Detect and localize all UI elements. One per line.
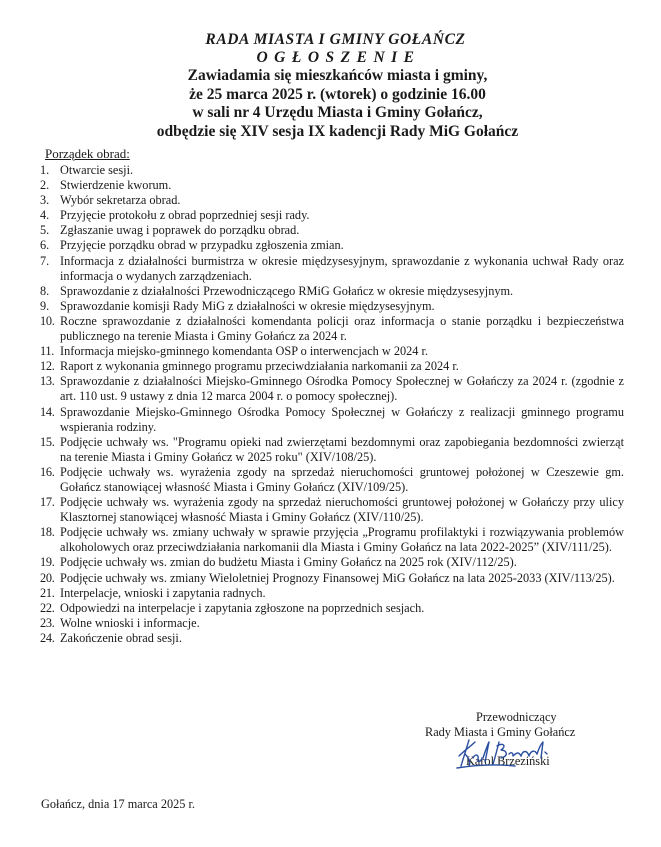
agenda-item-number: 20. xyxy=(40,570,55,585)
agenda-item-text: Podjęcie uchwały ws. zmian do budżetu Miasta i Gminy Gołańcz na 2025 rok (XIV/112/25). xyxy=(60,555,517,570)
agenda-item xyxy=(40,435,624,465)
agenda-item-text: Podjęcie uchwały ws. wyrażenia zgody na sprzedaż nieruchomości gruntowej położonej w Czeszewie gm. Gołańcz stanowiącej własność Miasta i Gminy Gołańcz (XIV/109/25). xyxy=(60,464,624,494)
agenda-item-text: Informacja miejsko-gminnego komendanta OSP o interwencjach w 2024 r. xyxy=(60,344,429,359)
agenda-item-text: Przyjęcie protokołu z obrad poprzedniej sesji rady. xyxy=(60,208,310,223)
agenda-item-text: Informacja z działalności burmistrza w okresie międzysesyjnym, sprawozdanie z wykonania uchwał Rady oraz informacja o wydanych zarządzeniach. xyxy=(60,253,624,283)
agenda-item-text: Interpelacje, wnioski i zapytania radnych. xyxy=(60,585,266,600)
agenda-item xyxy=(40,284,624,299)
agenda-item xyxy=(40,223,624,238)
council-name: RADA MIASTA I GMINY GOŁAŃCZ xyxy=(205,31,466,48)
agenda-item-text: Otwarcie sesji. xyxy=(60,163,134,177)
signatory-organization: Rady Miasta i Gminy Gołańcz xyxy=(425,725,576,739)
agenda-item xyxy=(40,193,624,208)
agenda-item xyxy=(40,525,624,555)
agenda-item xyxy=(40,495,624,525)
agenda-item-text: Podjęcie uchwały ws. wyrażenia zgody na sprzedaż nieruchomości gruntowej położonej w Gołańczy przy ulicy Klasztornej stanowiącej własność Miasta i Gminy Gołańcz (XIV/110/25). xyxy=(60,495,624,525)
agenda-item xyxy=(40,359,624,374)
agenda-list xyxy=(40,163,624,646)
agenda-item xyxy=(40,163,624,178)
agenda-item-number: 23. xyxy=(40,615,55,630)
agenda-item-text: Podjęcie uchwały ws. zmiany uchwały w sprawie przyjęcia „Programu profilaktyki i rozwiązywania problemów alkoholowych oraz przeciwdziałania narkomanii dla Miasta i Gminy Gołańcz na lata 2022-2025” (XIV/111/25). xyxy=(60,525,624,555)
agenda-item-text: Zakończenie obrad sesji. xyxy=(60,630,182,645)
agenda-item-text: Zgłaszanie uwag i poprawek do porządku obrad. xyxy=(60,223,300,238)
agenda-item xyxy=(40,208,624,223)
agenda-item xyxy=(40,238,624,253)
place-and-date: Gołańcz, dnia 17 marca 2025 r. xyxy=(41,797,195,811)
agenda-item-number: 4. xyxy=(40,208,50,223)
agenda-item xyxy=(40,314,624,344)
agenda-item-number: 2. xyxy=(40,178,50,193)
notice-line-4: odbędzie się XIV sesja IX kadencji Rady MiG Gołańcz xyxy=(156,122,519,140)
agenda-item-number: 3. xyxy=(40,193,50,208)
agenda-item-text: Sprawozdanie Miejsko-Gminnego Ośrodka Pomocy Społecznej w Gołańczy z realizacji gminnego programu wspierania rodziny. xyxy=(60,404,624,434)
agenda-item-number: 13. xyxy=(40,374,55,389)
agenda-item xyxy=(40,178,624,193)
agenda-item xyxy=(40,601,624,616)
agenda-item-number: 18. xyxy=(40,525,55,540)
signatory-name: Karol Brzeziński xyxy=(466,754,550,768)
agenda-item-text: Wybór sekretarza obrad. xyxy=(60,193,181,208)
agenda-item-number: 19. xyxy=(40,555,55,570)
agenda-item-text: Wolne wnioski i informacje. xyxy=(60,615,200,630)
agenda-item-text: Sprawozdanie komisji Rady MiG z działalności w okresie międzysesyjnym. xyxy=(60,298,435,313)
agenda-item xyxy=(40,555,624,570)
agenda-item-text: Odpowiedzi na interpelacje i zapytania zgłoszone na poprzednich sesjach. xyxy=(60,600,425,615)
notice-line-3: w sali nr 4 Urzędu Miasta i Gminy Gołańcz, xyxy=(192,104,483,121)
agenda-item-number: 8. xyxy=(40,283,50,298)
agenda-item-number: 6. xyxy=(40,238,50,253)
agenda-item-number: 7. xyxy=(40,253,50,268)
agenda-item-number: 11. xyxy=(40,344,55,359)
agenda-item xyxy=(40,344,624,359)
agenda-item-number: 1. xyxy=(40,163,50,177)
agenda-item-number: 22. xyxy=(40,600,55,615)
handwritten-signature-icon xyxy=(455,736,575,770)
agenda-item-number: 12. xyxy=(40,359,55,374)
agenda-item xyxy=(40,586,624,601)
agenda-item xyxy=(40,299,624,314)
agenda-item xyxy=(40,631,624,646)
agenda-item-text: Przyjęcie porządku obrad w przypadku zgłoszenia zmian. xyxy=(60,238,344,253)
signatory-role: Przewodniczący xyxy=(476,710,557,724)
agenda-item-number: 5. xyxy=(40,223,50,238)
agenda-title: Porządek obrad: xyxy=(45,146,130,161)
agenda-item-number: 16. xyxy=(40,464,55,479)
agenda-item-text: Sprawozdanie z działalności Przewodniczącego RMiG Gołańcz w okresie międzysesyjnym. xyxy=(60,283,514,298)
agenda-item xyxy=(40,374,624,404)
agenda-item xyxy=(40,571,624,586)
agenda-item-number: 9. xyxy=(40,298,50,313)
agenda-item-number: 17. xyxy=(40,495,55,510)
notice-line-1: Zawiadamia się mieszkańców miasta i gminy, xyxy=(187,67,488,84)
agenda-item xyxy=(40,254,624,284)
agenda-item-text: Sprawozdanie z działalności Miejsko-Gminnego Ośrodka Pomocy Społecznej w Gołańczy za 2024 r. (zgodnie z art. 110 ust. 9 ustawy z dnia 12 marca 2004 r. o pomocy społecznej). xyxy=(60,374,624,404)
agenda-item-number: 10. xyxy=(40,313,55,328)
agenda-item-text: Podjęcie uchwały ws. zmiany Wieloletniej Prognozy Finansowej MiG Gołańcz na lata 2025-2033 (XIV/113/25). xyxy=(60,570,615,585)
announcement-title: OGŁOSZENIE xyxy=(256,49,421,66)
notice-line-2: że 25 marca 2025 r. (wtorek) o godzinie 16.00 xyxy=(189,85,486,103)
signature-block xyxy=(425,710,625,769)
agenda-item-number: 21. xyxy=(40,585,55,600)
agenda-item-number: 24. xyxy=(40,630,55,645)
agenda-item xyxy=(40,405,624,435)
agenda-item-text: Podjęcie uchwały ws. "Programu opieki nad zwierzętami bezdomnymi oraz zapobiegania bezdomności zwierząt na terenie Miasta i Gminy Gołańcz w 2025 roku" (XIV/108/25). xyxy=(60,434,624,464)
agenda-item xyxy=(40,616,624,631)
document-header xyxy=(0,31,661,141)
agenda-item-number: 15. xyxy=(40,434,55,449)
agenda-item-text: Raport z wykonania gminnego programu przeciwdziałania narkomanii za 2024 r. xyxy=(60,359,459,374)
agenda-item-text: Stwierdzenie kworum. xyxy=(60,178,172,193)
agenda-item xyxy=(40,465,624,495)
agenda-item-number: 14. xyxy=(40,404,55,419)
agenda-item-text: Roczne sprawozdanie z działalności komendanta policji oraz informacja o stanie porządku i bezpieczeństwa publicznego na terenie Miasta i Gminy Gołańcz za 2024 r. xyxy=(60,313,624,344)
